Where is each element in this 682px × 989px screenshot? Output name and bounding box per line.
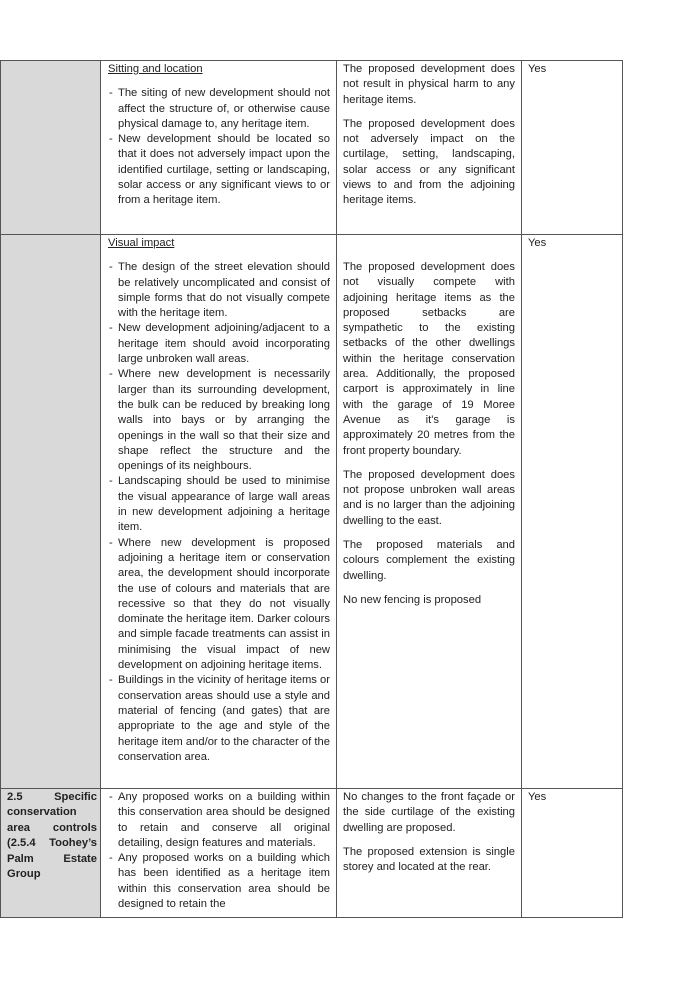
table-row bbox=[1, 235, 623, 789]
comment-paragraph: The proposed development does not adversely impact on the curtilage, setting, landscaping, solar access or any significant views to and from the adjoining heritage items. bbox=[343, 117, 515, 207]
section-title: 2.5 Specific conservation area controls (2.5.4 Toohey’s Palm Estate Group bbox=[7, 791, 97, 881]
table-row bbox=[1, 61, 623, 235]
list-item: - Landscaping should be used to minimise the visual appearance of large wall areas in new development adjoining a heritage item. bbox=[108, 474, 330, 535]
comment-paragraph: The proposed extension is single storey and located at the rear. bbox=[343, 845, 515, 874]
control-cell bbox=[101, 61, 337, 235]
list-item: - The siting of new development should not affect the structure of, or otherwise cause physical damage to, any heritage item. bbox=[108, 86, 330, 132]
list-item: - New development adjoining/adjacent to a heritage item should avoid incorporating large unbroken wall areas. bbox=[108, 321, 330, 367]
comment-paragraph: The proposed materials and colours complement the existing dwelling. bbox=[343, 539, 515, 582]
list-item: - New development should be located so that it does not adversely impact upon the identified curtilage, setting or landscaping, solar access or any significant views to or from a heritage item. bbox=[108, 132, 330, 208]
list-item: - Any proposed works on a building within this conservation area should be designed to retain and conserve all original detailing, design features and materials. bbox=[108, 790, 330, 851]
complies-cell bbox=[522, 789, 623, 918]
complies-value: Yes bbox=[528, 63, 547, 75]
control-list bbox=[108, 86, 330, 208]
list-item: - Where new development is necessarily larger than its surrounding development, the bulk can be reduced by breaking long walls into bays or by arranging the openings in the wall so that their size and shape reflect the structure and the openings of its neighbours. bbox=[108, 367, 330, 474]
list-item: - Any proposed works on a building which has been identified as a heritage item within this conservation area should be designed to retain the bbox=[108, 851, 330, 912]
table-row bbox=[1, 789, 623, 918]
comment-cell bbox=[337, 789, 522, 918]
complies-cell bbox=[522, 235, 623, 789]
section-cell bbox=[1, 235, 101, 789]
control-list bbox=[108, 790, 330, 912]
complies-value: Yes bbox=[528, 791, 547, 803]
controls-table bbox=[0, 60, 623, 918]
list-item: - Buildings in the vicinity of heritage items or conservation areas should use a style and material of fencing (and gates) that are appropriate to the age and style of the heritage item and/or to the character of the conservation area. bbox=[108, 673, 330, 765]
comment-cell bbox=[337, 235, 522, 789]
complies-cell bbox=[522, 61, 623, 235]
control-cell bbox=[101, 789, 337, 918]
control-list bbox=[108, 260, 330, 765]
section-cell bbox=[1, 61, 101, 235]
comment-paragraph: No new fencing is proposed bbox=[343, 593, 482, 606]
comment-paragraph: The proposed development does not result in physical harm to any heritage items. bbox=[343, 63, 515, 106]
comment-paragraph: No changes to the front façade or the side curtilage of the existing dwelling are proposed. bbox=[343, 791, 515, 834]
comment-paragraph: The proposed development does not visually compete with adjoining heritage items as the proposed setbacks are sympathetic to the existing setbacks of the other dwellings within the heritage conservation area. Additionally, the proposed carport is approximately in line with the garage of 19 Moree Avenue as it's garage is approximately 20 metres from the front property boundary. bbox=[343, 261, 515, 457]
complies-value: Yes bbox=[528, 237, 547, 249]
control-heading: Sitting and location bbox=[108, 63, 203, 75]
list-item: - The design of the street elevation should be relatively uncomplicated and consist of simple forms that do not visually compete with the heritage item. bbox=[108, 260, 330, 321]
control-heading: Visual impact bbox=[108, 237, 175, 249]
comment-paragraph: The proposed development does not propose unbroken wall areas and is no larger than the adjoining dwelling to the east. bbox=[343, 468, 515, 527]
section-cell bbox=[1, 789, 101, 918]
control-cell bbox=[101, 235, 337, 789]
comment-cell bbox=[337, 61, 522, 235]
list-item: - Where new development is proposed adjoining a heritage item or conservation area, the development should incorporate the use of colours and materials that are recessive so that they do not visually dominate the heritage item. Darker colours and simple facade treatments can assist in minimising the visual impact of new development on adjoining heritage items. bbox=[108, 536, 330, 674]
